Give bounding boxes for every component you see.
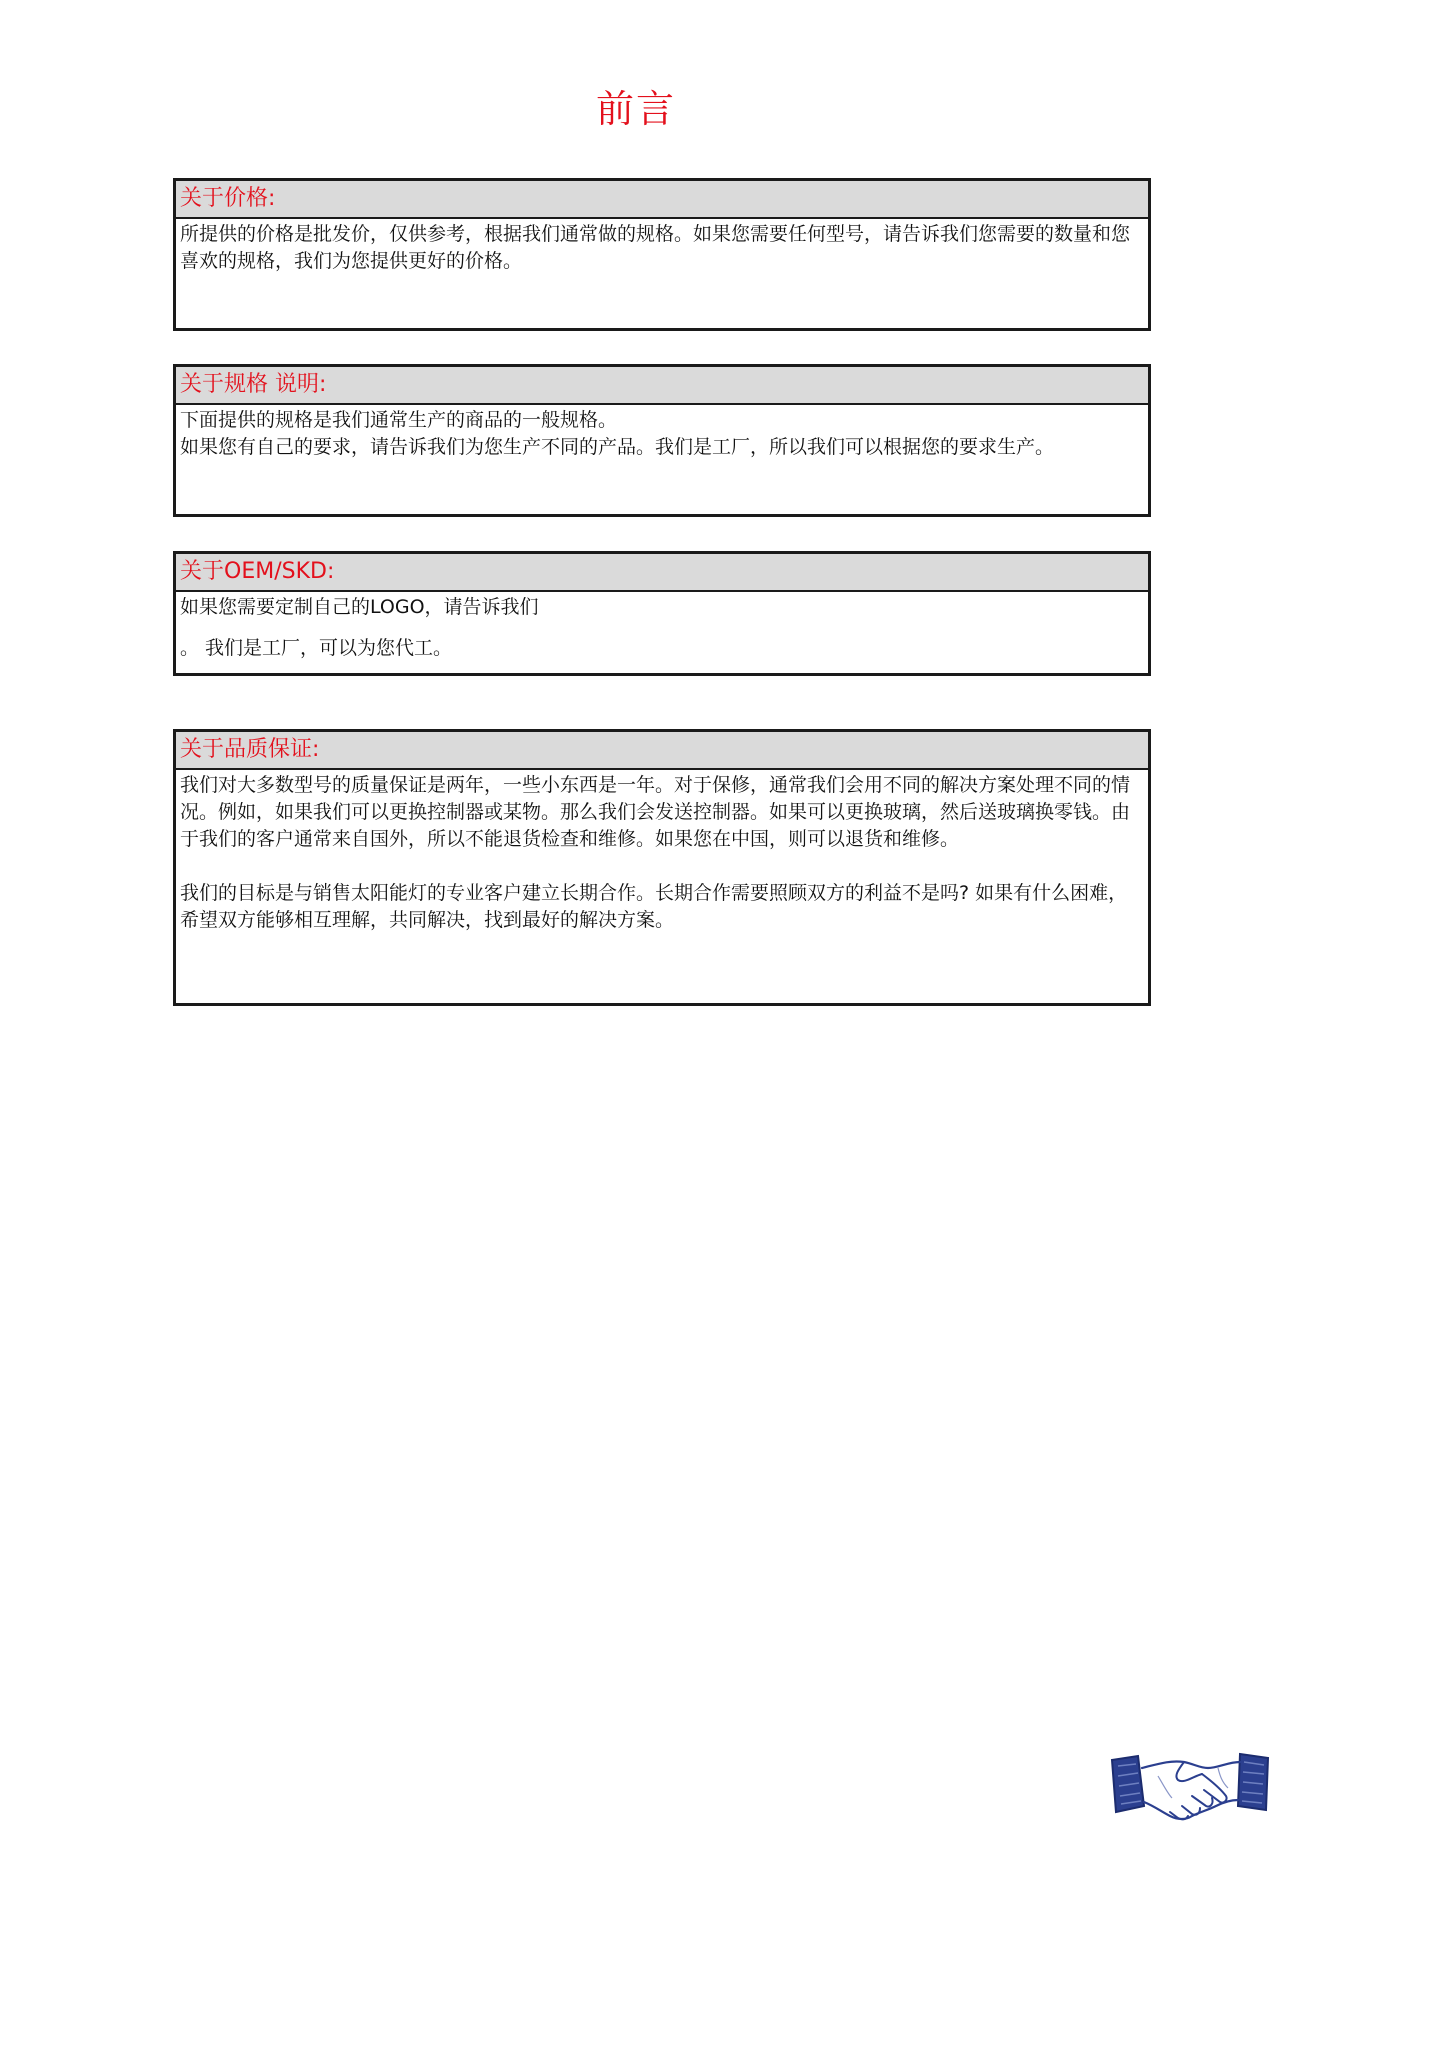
section-heading: 关于OEM/SKD: xyxy=(176,554,1148,592)
section-body xyxy=(176,405,1148,461)
section-oem-skd xyxy=(173,551,1151,676)
paragraph: 下面提供的规格是我们通常生产的商品的一般规格。 xyxy=(180,409,618,431)
paragraph-gap xyxy=(180,853,1144,880)
paragraph: 我们的目标是与销售太阳能灯的专业客户建立长期合作。长期合作需要照顾双方的利益不是吗? 如果有什么困难，希望双方能够相互理解，共同解决，找到最好的解决方案。 xyxy=(180,882,1128,931)
section-specifications xyxy=(173,364,1151,517)
section-body xyxy=(176,219,1148,275)
paragraph: 如果您有自己的要求，请告诉我们为您生产不同的产品。我们是工厂，所以我们可以根据您的要求生产。 xyxy=(180,436,1055,458)
section-heading: 关于品质保证: xyxy=(176,732,1148,770)
page-title: 前言 xyxy=(595,87,676,131)
section-quality-warranty xyxy=(173,729,1151,1006)
handshake-icon xyxy=(1108,1746,1274,1836)
section-body xyxy=(176,592,1148,662)
paragraph: 如果您需要定制自己的LOGO，请告诉我们 xyxy=(180,596,539,618)
paragraph: 所提供的价格是批发价，仅供参考，根据我们通常做的规格。如果您需要任何型号，请告诉我们您需要的数量和您喜欢的规格，我们为您提供更好的价格。 xyxy=(180,223,1131,272)
section-pricing xyxy=(173,178,1151,331)
section-body xyxy=(176,770,1148,934)
section-heading: 关于价格: xyxy=(176,181,1148,219)
paragraph: 。 我们是工厂，可以为您代工。 xyxy=(180,637,453,659)
section-heading: 关于规格 说明: xyxy=(176,367,1148,405)
paragraph: 我们对大多数型号的质量保证是两年，一些小东西是一年。对于保修，通常我们会用不同的解决方案处理不同的情况。例如，如果我们可以更换控制器或某物。那么我们会发送控制器。如果可以更换玻璃，然后送玻璃换零钱。由于我们的客户通常来自国外，所以不能退货检查和维修。如果您在中国，则可以退货和维修。 xyxy=(180,774,1131,850)
